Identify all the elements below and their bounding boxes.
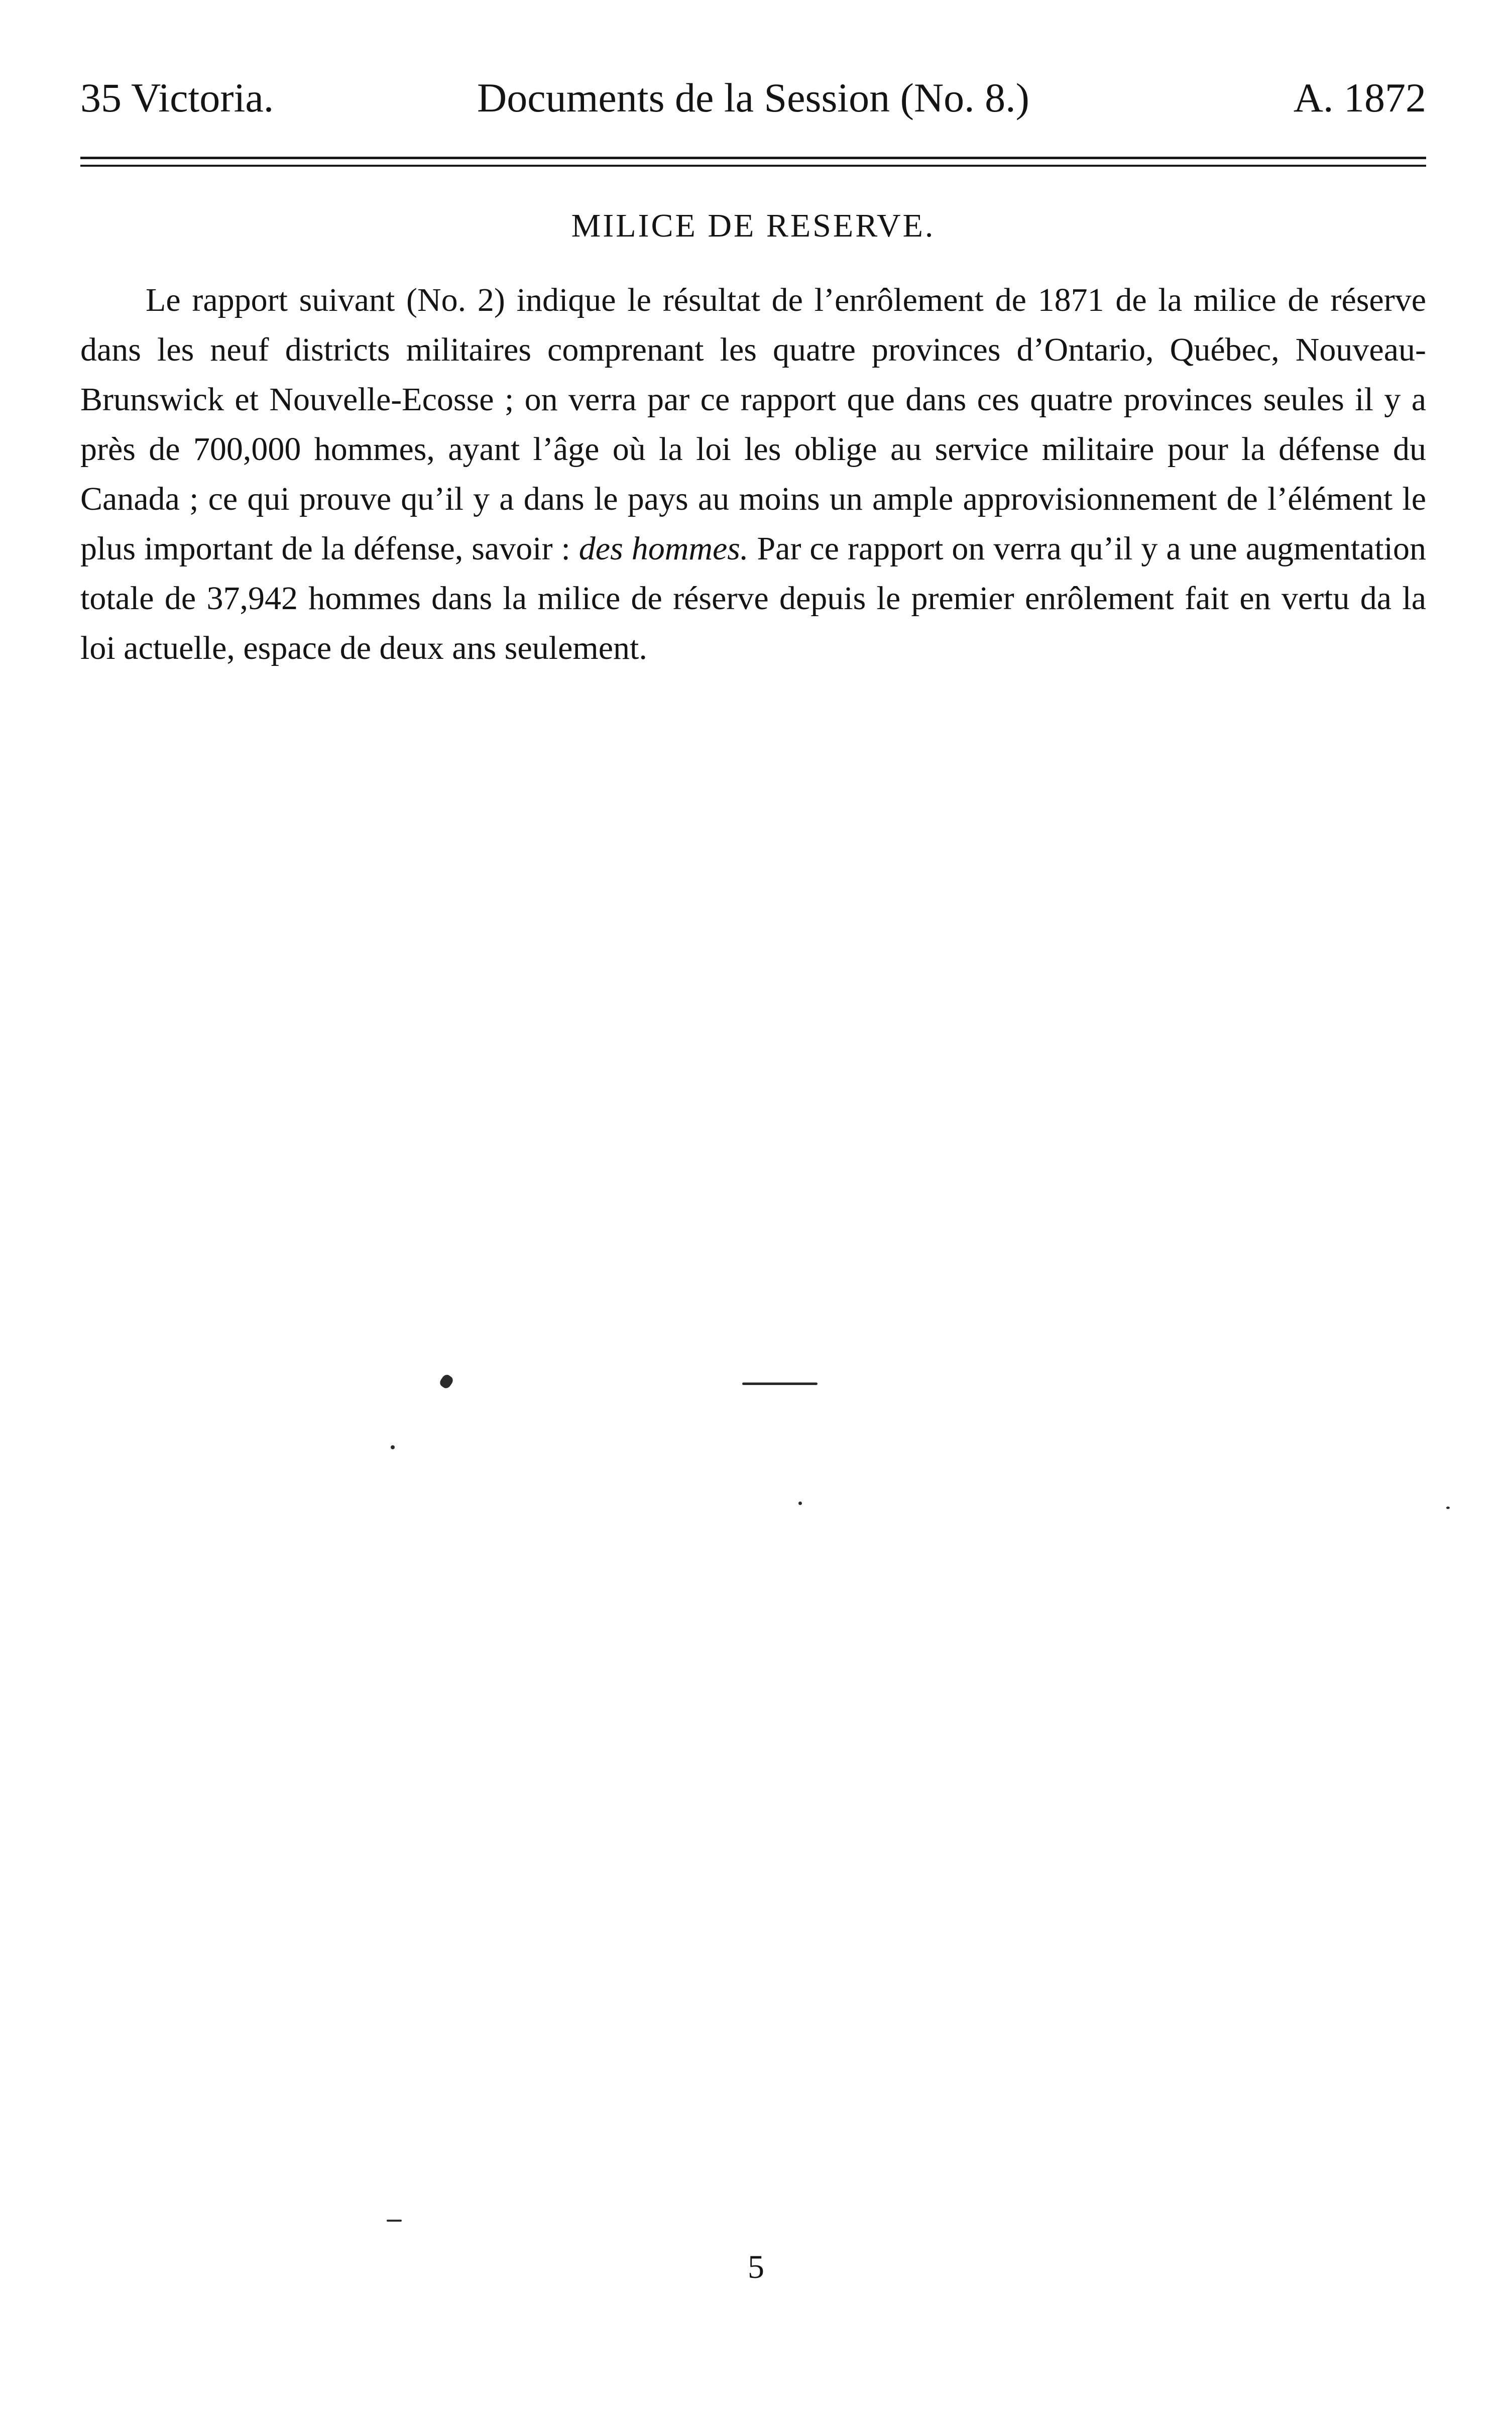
header-double-rule bbox=[80, 157, 1426, 167]
scan-speck bbox=[1446, 1507, 1450, 1509]
scan-speck bbox=[742, 1383, 818, 1385]
header-year: A. 1872 bbox=[1293, 75, 1426, 121]
scan-speck bbox=[391, 1445, 395, 1449]
paragraph-main-text: Le rapport suivant (No. 2) indique le résultat de l’enrôlement de 1871 de la milice de réserve dans les neuf districts militaires comprenant les quatre provinces d’Ontario, Québec, Nouveau-Brunswick et Nouvelle-Ecosse ; on verra par ce rapport que dans ces quatre provinces seules il y a près de 700,000 hommes, ayant l’âge où la loi les oblige au service militaire pour la défense du Canada ; ce qui prouve qu’il y a dans le pays au moins un ample approvisionnement de l’élément le plus important de la défense, savoir : bbox=[80, 282, 1426, 567]
page-number: 5 bbox=[748, 2249, 764, 2285]
paragraph-tail-text: Par ce rapport on verra qu’il y a une augmentation totale de 37,942 hommes dans la milice de réserve depuis le premier enrôlement fait en vertu da la loi actuelle, espace de deux ans seulement. bbox=[80, 530, 1426, 666]
section-title: MILICE DE RESERVE. bbox=[571, 207, 936, 244]
body-paragraph bbox=[80, 275, 1426, 673]
paragraph-italic-phrase: des hommes. bbox=[578, 530, 749, 567]
scan-speck bbox=[798, 1502, 802, 1505]
running-header bbox=[80, 70, 1426, 126]
header-regnal-year: 35 Victoria. bbox=[80, 75, 274, 121]
header-session-documents: Documents de la Session (No. 8.) bbox=[477, 75, 1029, 121]
scan-speck bbox=[438, 1373, 455, 1390]
scan-speck bbox=[387, 2220, 402, 2222]
